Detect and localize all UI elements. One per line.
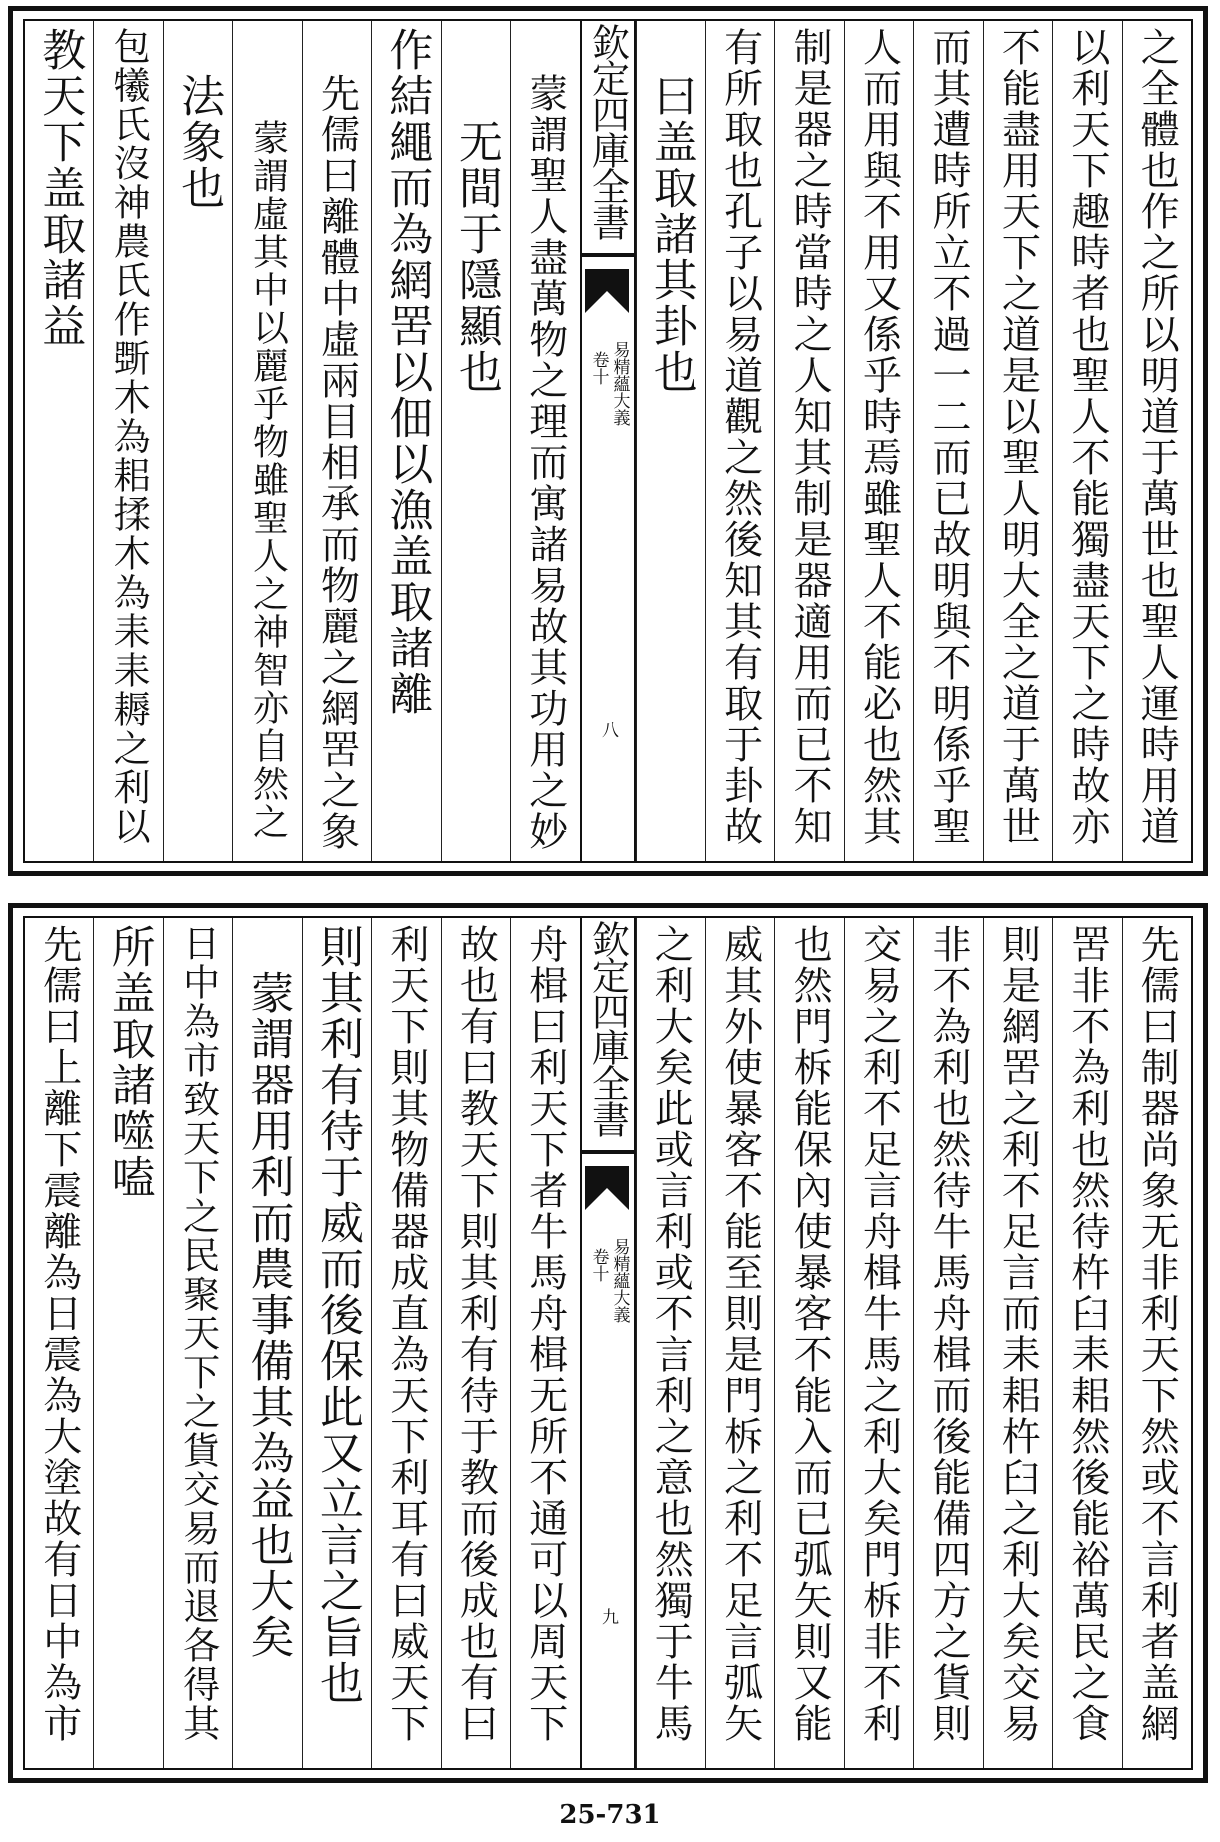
text-column: [302, 918, 371, 1768]
gutter-title: 欽定四庫全書: [585, 920, 630, 1136]
column-text: 所盖取諸噬嗑: [103, 924, 155, 1200]
gutter-title: 欽定四庫全書: [585, 23, 630, 239]
text-column: [371, 918, 440, 1768]
text-column: [441, 918, 510, 1768]
text-column: [25, 21, 93, 861]
text-column: [774, 918, 843, 1768]
gutter-book-title: 易精蘊大義: [609, 341, 630, 426]
column-text: 故也有曰教天下則其利有待于教而後成也有曰: [453, 924, 499, 1744]
text-column: [636, 918, 705, 1768]
text-column: [913, 918, 982, 1768]
column-text: 包犧氏沒神農氏作斲木為耜揉木為耒耒耨之利以: [107, 27, 151, 846]
column-text: 作結繩而為網罟以佃以漁盖取諸離: [381, 27, 433, 717]
column-text: 也然門柝能保內使暴客不能入而已弧矢則又能: [787, 924, 833, 1744]
column-text: 則其利有待于威而後保此又立言之旨也: [311, 924, 363, 1706]
text-column: [983, 918, 1052, 1768]
text-column: [510, 21, 579, 861]
column-text: 罟非不為利也然待杵臼耒耜然後能裕萬民之食: [1064, 924, 1110, 1744]
text-column: [1122, 21, 1191, 861]
text-column: [25, 918, 93, 1768]
text-column: [983, 21, 1052, 861]
column-text: 之利大矣此或言利或不言利之意也然獨于牛馬: [648, 924, 694, 1744]
center-gutter: [580, 918, 636, 1768]
column-text: 法象也: [173, 73, 225, 211]
column-text: 先儒曰制器尚象无非利天下然或不言利者盖網: [1134, 924, 1180, 1744]
column-text: 而其遭時所立不過一二而已故明與不明係乎聖: [925, 27, 971, 847]
column-text: 无間于隱顯也: [450, 119, 502, 395]
column-text: 以利天下趣時者也聖人不能獨盡天下之時故亦: [1064, 27, 1110, 847]
fishtail-bar: [582, 253, 634, 257]
column-text: 蒙謂虛其中以麗乎物雖聖人之神智亦自然之: [247, 119, 289, 841]
column-text: 先儒曰離體中虛兩目相承而物麗之網罟之象: [314, 73, 360, 852]
text-column: [302, 21, 371, 861]
column-text: 日中為市致天下之民聚天下之貨交易而退各得其: [176, 924, 220, 1743]
column-text: 制是器之時當時之人知其制是器適用而已不知: [787, 27, 833, 847]
column-text: 交易之利不足言舟楫牛馬之利大矣門柝非不利: [856, 924, 902, 1744]
text-column: [636, 21, 705, 861]
gutter-volume: 卷十: [588, 1248, 609, 1282]
fishtail-icon: [585, 1166, 629, 1210]
column-text: 蒙謂聖人盡萬物之理而寓諸易故其功用之妙: [522, 73, 568, 852]
center-gutter: [580, 21, 636, 861]
column-text: 人而用與不用又係乎時焉雖聖人不能必也然其: [856, 27, 902, 847]
fishtail-icon: [585, 269, 629, 313]
text-column: [705, 21, 774, 861]
text-column: [232, 21, 301, 861]
text-column: [844, 918, 913, 1768]
column-text: 有所取也孔子以易道觀之然後知其有取于卦故: [717, 27, 763, 847]
column-text: 蒙謂器用利而農事備其為益也大矣: [242, 970, 294, 1660]
column-text: 利天下則其物備器成直為天下利耳有曰威天下: [383, 924, 429, 1744]
page-bottom-frame: [23, 916, 1193, 1770]
column-text: 不能盡用天下之道是以聖人明大全之道于萬世: [995, 27, 1041, 847]
page-footer-number: 25-731: [559, 1800, 661, 1830]
text-column: [913, 21, 982, 861]
gutter-book-title: 易精蘊大義: [609, 1238, 630, 1323]
column-text: 則是網罟之利不足言而耒耜杵臼之利大矣交易: [995, 924, 1041, 1744]
text-column: [510, 918, 579, 1768]
text-column: [1052, 21, 1121, 861]
text-column: [1122, 918, 1191, 1768]
text-column: [1052, 918, 1121, 1768]
column-text: 曰盖取諸其卦也: [645, 73, 697, 395]
column-text: 之全體也作之所以明道于萬世也聖人運時用道: [1134, 27, 1180, 847]
column-text: 先儒曰上離下震離為日震為大塗故有日中為市: [36, 924, 82, 1744]
column-text: 威其外使暴客不能至則是門柝之利不足言弧矢: [717, 924, 763, 1744]
fishtail-bar: [582, 1150, 634, 1154]
column-text: 教天下盖取諸益: [34, 27, 86, 349]
page-top: [8, 6, 1208, 876]
text-column: [93, 21, 162, 861]
page-top-frame: [23, 19, 1193, 863]
text-column: [441, 21, 510, 861]
text-column: [232, 918, 301, 1768]
text-column: [163, 21, 232, 861]
gutter-page-number: 九: [598, 1608, 618, 1625]
text-column: [774, 21, 843, 861]
text-column: [705, 918, 774, 1768]
text-column: [93, 918, 162, 1768]
text-column: [844, 21, 913, 861]
column-text: 非不為利也然待牛馬舟楫而後能備四方之貨則: [925, 924, 971, 1744]
text-column: [163, 918, 232, 1768]
gutter-volume: 卷十: [588, 351, 609, 385]
text-column: [371, 21, 440, 861]
gutter-page-number: 八: [598, 721, 618, 738]
column-text: 舟楫曰利天下者牛馬舟楫无所不通可以周天下: [522, 924, 568, 1744]
page-bottom: [8, 903, 1208, 1783]
